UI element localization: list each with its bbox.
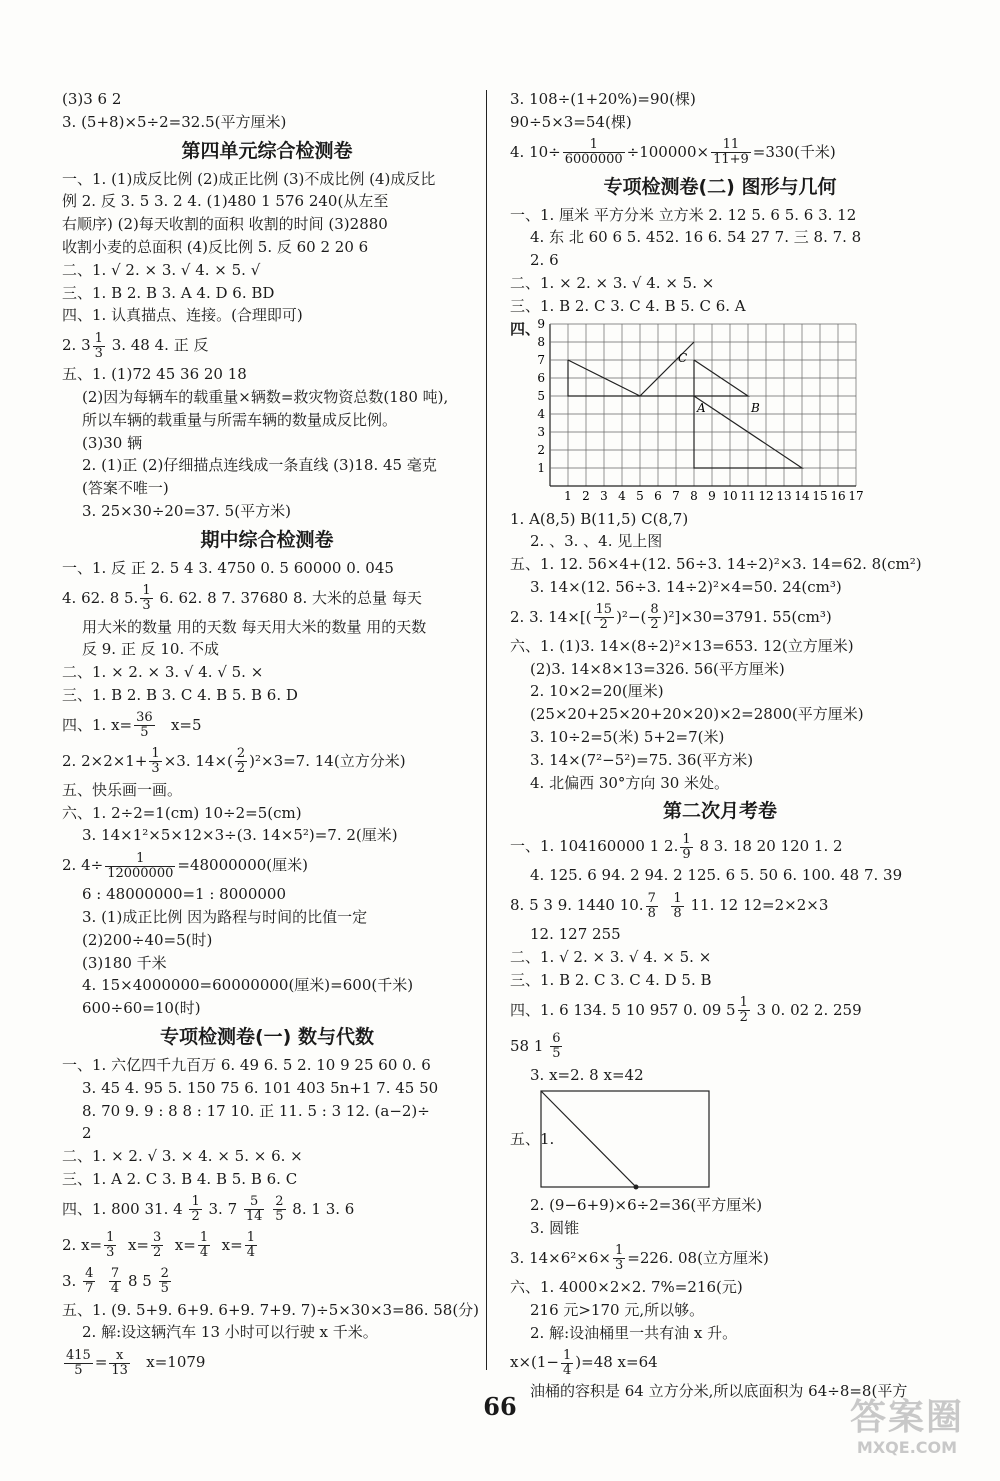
- answer-line: [510, 828, 930, 864]
- answer-line: 用大米的数量 用的天数 每天用大米的数量 用的天数: [82, 617, 427, 636]
- fraction: [64, 1349, 93, 1378]
- numerator: 2: [160, 1266, 169, 1282]
- answer-line: 2. (1)正 (2)仔细描点连线成一条直线 (3)18. 45 毫克: [82, 456, 437, 475]
- answer-line: [510, 1028, 930, 1064]
- answer-line: [510, 134, 930, 170]
- answer-line: 五、1. 12. 56×4+(12. 56÷3. 14÷2)²×3. 14=62. 8(cm²): [510, 555, 922, 574]
- y-tick-label: 7: [537, 352, 545, 367]
- answer-line: 3. 14×(12. 56÷3. 14÷2)²×4=50. 24(cm³): [530, 577, 842, 596]
- numerator: 6: [552, 1031, 561, 1047]
- fraction: [159, 1267, 171, 1296]
- y-tick-label: 4: [537, 406, 545, 421]
- answer-line: 反 9. 正 反 10. 不成: [82, 640, 220, 659]
- answer-line: [510, 1240, 930, 1276]
- column-divider: [486, 90, 487, 1370]
- answer-text: 四、1. 800 31. 4: [62, 1199, 183, 1218]
- section-title: 期中综合检测卷: [200, 528, 334, 551]
- fraction: [563, 138, 625, 167]
- answer-line: 二、1. × 2. √ 3. × 4. × 5. × 6. ×: [62, 1147, 303, 1166]
- point-label-a: A: [697, 400, 706, 415]
- answer-line: 一、1. 反 正 2. 5 4 3. 4750 0. 5 60000 0. 045: [62, 558, 394, 577]
- answer-line: [62, 580, 472, 616]
- page-number: 66: [483, 1392, 517, 1421]
- fraction: [561, 1349, 573, 1378]
- answer-line: 三、1. A 2. C 3. B 4. B 5. B 6. C: [62, 1169, 298, 1188]
- x-tick-label: 15: [812, 488, 828, 503]
- denominator: 8: [647, 905, 656, 921]
- answer-line: 3. 14×(7²−5²)=75. 36(平方米): [530, 750, 754, 769]
- x-tick-label: 17: [848, 488, 864, 503]
- fraction: [648, 603, 660, 632]
- answer-text: =48000000(厘米): [177, 856, 308, 875]
- fraction: [738, 996, 750, 1025]
- answer-line: 3. (1)成正比例 因为路程与时间的比值一定: [82, 907, 368, 926]
- y-tick-label: 9: [537, 317, 545, 331]
- answer-line: [510, 1344, 930, 1380]
- answer-line: (2)因为每辆车的载重量×辆数=救灾物资总数(180 吨),: [82, 387, 449, 406]
- answer-text: =: [94, 1353, 108, 1372]
- point-label-b: B: [751, 400, 760, 415]
- answer-text: 五、1.: [510, 1130, 555, 1149]
- answer-line: 2. 解:设这辆汽车 13 小时可以行驶 x 千米。: [82, 1323, 378, 1342]
- fraction: [93, 332, 105, 361]
- coordinate-grid-figure: [510, 318, 930, 508]
- answer-line: (答案不唯一): [82, 479, 169, 498]
- denominator: 7: [85, 1281, 94, 1297]
- answer-text: 4. 10÷: [510, 142, 561, 161]
- x-tick-label: 8: [690, 488, 698, 503]
- fraction: [613, 1244, 625, 1273]
- answer-line: 一、1. 厘米 平方分米 立方米 2. 12 5. 6 5. 6 3. 12: [510, 205, 857, 224]
- fraction: [235, 747, 247, 776]
- answer-line: [510, 992, 930, 1028]
- watermark-text: 答案圈: [849, 1397, 964, 1438]
- x-tick-label: 5: [636, 488, 644, 503]
- grid-shapes: [568, 342, 802, 468]
- answer-text: x=5: [170, 715, 202, 734]
- x-tick-label: 11: [740, 488, 756, 503]
- answer-line: 8. 70 9. 9 : 8 8 : 17 10. 正 11. 5 : 3 12. (a−2)÷: [82, 1101, 430, 1120]
- answer-line: 2: [82, 1124, 92, 1143]
- x-tick-label: 13: [776, 488, 792, 503]
- x-tick-label: 9: [708, 488, 716, 503]
- numerator: 1: [94, 330, 103, 346]
- answer-line: 4. 15×4000000=60000000(厘米)=600(千米): [82, 976, 414, 995]
- x-tick-label: 16: [830, 488, 846, 503]
- denominator: 2: [236, 761, 246, 777]
- answer-line: 3. x=2. 8 x=42: [530, 1065, 644, 1084]
- numerator: 1: [106, 1230, 115, 1246]
- fraction: [140, 584, 152, 613]
- answer-text: 6. 62. 8 7. 37680 8. 大米的总量 每天: [159, 588, 422, 607]
- answer-line: 三、1. B 2. C 3. C 4. B 5. C 6. A: [510, 296, 746, 315]
- answer-line: 216 元>170 元,所以够。: [530, 1300, 705, 1319]
- answer-line: 3. 108÷(1+20%)=90(棵): [510, 90, 696, 108]
- y-tick-label: 1: [537, 460, 545, 475]
- answer-line: [62, 1191, 472, 1227]
- numerator: x: [109, 1349, 130, 1364]
- answer-line: 五、1. (1)72 45 36 20 18: [62, 365, 247, 384]
- answer-line: 3. 圆锥: [530, 1219, 580, 1238]
- x-tick-label: 12: [758, 488, 774, 503]
- denominator: 2: [191, 1209, 200, 1225]
- answer-text: x=1079: [146, 1353, 206, 1372]
- answer-line: [62, 327, 472, 363]
- answer-line: 2. (9−6+9)×6÷2=36(平方厘米): [530, 1196, 763, 1215]
- numerator: 36: [136, 710, 153, 726]
- x-tick-label: 3: [600, 488, 608, 503]
- answer-text: )=48 x=64: [575, 1353, 658, 1372]
- answer-line: 五、1. (9. 5+9. 6+9. 6+9. 7+9. 7)÷5×30×3=86. 58(分): [62, 1300, 480, 1319]
- fraction: [244, 1195, 265, 1224]
- denominator: 5: [160, 1281, 169, 1297]
- answer-line: 右顺序) (2)每天收割的面积 收割的时间 (3)2880: [62, 215, 388, 234]
- answer-line: 例 2. 反 3. 5 3. 2 4. (1)480 1 576 240(从左至: [62, 192, 389, 211]
- numerator: 7: [647, 890, 656, 906]
- denominator: 2: [650, 617, 659, 633]
- answer-text: x=: [221, 1235, 243, 1254]
- answer-line: [510, 887, 930, 923]
- answer-line: [62, 743, 472, 779]
- answer-text: 2. 2×2×1+: [62, 751, 148, 770]
- numerator: 1: [142, 583, 151, 599]
- coordinate-grid: [530, 318, 890, 508]
- answer-text: ×3. 14×(: [163, 751, 233, 770]
- numerator: 1: [682, 831, 691, 847]
- answer-text: 一、1. 104160000 1 2.: [510, 837, 679, 856]
- rectangle-diagram: [540, 1090, 720, 1190]
- answer-line: 3. 10÷2=5(米) 5+2=7(米): [530, 727, 725, 746]
- numerator: 7: [110, 1266, 120, 1282]
- answer-line: [62, 1263, 472, 1299]
- denominator: 8: [673, 905, 682, 921]
- answer-text: 8. 5 3 9. 1440 10.: [510, 896, 644, 915]
- denominator: 4: [199, 1245, 209, 1261]
- x-tick-label: 6: [654, 488, 662, 503]
- point-label-c: C: [678, 350, 688, 365]
- answer-line: 五、快乐画一画。: [62, 780, 183, 799]
- answer-line: 3. (5+8)×5÷2=32.5(平方厘米): [62, 112, 287, 131]
- answer-line: 6 : 48000000=1 : 8000000: [82, 885, 286, 904]
- answer-line: 1. A(8,5) B(11,5) C(8,7): [510, 509, 689, 528]
- fraction: [189, 1195, 201, 1224]
- denominator: 2: [152, 1245, 162, 1261]
- numerator: 1: [191, 1194, 200, 1210]
- denominator: 3: [94, 345, 103, 361]
- answer-line: 2. 6: [530, 251, 559, 270]
- denominator: 4: [246, 1245, 255, 1261]
- denominator: 2: [599, 617, 608, 633]
- section-title: 专项检测卷(二) 图形与几何: [603, 175, 837, 198]
- answer-text: )²×3=7. 14(立方分米): [249, 751, 406, 770]
- denominator: 3: [614, 1258, 624, 1274]
- numerator: 1: [563, 1347, 572, 1363]
- x-tick-label: 7: [672, 488, 680, 503]
- fraction: [104, 1231, 116, 1260]
- answer-line: [510, 599, 930, 635]
- answer-text: 2. 4÷: [62, 856, 104, 875]
- answer-text: =330(千米): [752, 142, 836, 161]
- answer-line: 三、1. B 2. B 3. C 4. B 5. B 6. D: [62, 685, 298, 704]
- answer-text: 四、1. x=: [62, 715, 133, 734]
- fraction: [109, 1349, 130, 1378]
- answer-text: 8 5: [127, 1271, 152, 1290]
- fraction: [149, 747, 161, 776]
- answer-text: 四、1. 6 134. 5 10 957 0. 09 5: [510, 1000, 736, 1019]
- denominator: 11+9: [713, 152, 749, 168]
- answer-line: (3)180 千米: [82, 953, 167, 972]
- answer-text: 3. 48 4. 正 反: [111, 336, 209, 355]
- answer-line: 4. 北偏西 30°方向 30 米处。: [530, 773, 730, 792]
- numerator: 2: [236, 746, 246, 762]
- answer-line: 所以车辆的载重量与所需车辆的数量成反比例。: [82, 410, 398, 429]
- numerator: 1: [105, 852, 175, 867]
- answer-line: 二、1. √ 2. × 3. √ 4. × 5. √: [62, 260, 261, 279]
- fraction: [594, 603, 615, 632]
- numerator: 2: [275, 1194, 284, 1210]
- answer-line: (2)3. 14×8×13=326. 56(平方厘米): [530, 659, 785, 678]
- fraction: [105, 852, 175, 881]
- answer-line: 油桶的容积是 64 立方分米,所以底面积为 64÷8=8(平方: [530, 1382, 908, 1401]
- answer-text: 2. x=: [62, 1235, 103, 1254]
- section-title: 第二次月考卷: [662, 800, 777, 823]
- denominator: 4: [110, 1281, 120, 1297]
- answer-line: 三、1. B 2. C 3. C 4. D 5. B: [510, 970, 712, 989]
- answer-text: 11. 12 12=2×2×3: [690, 896, 829, 915]
- answer-line: 4. 125. 6 94. 2 94. 2 125. 6 5. 50 6. 100. 48 7. 39: [530, 866, 903, 885]
- rectangle: [541, 1091, 709, 1187]
- answer-text: =226. 08(立方厘米): [627, 1248, 769, 1267]
- answer-line: 12. 127 255: [530, 925, 621, 944]
- answer-text: 3. 7: [208, 1199, 238, 1218]
- answer-line: 四、1. 认真描点、连接。(合理即可): [62, 306, 303, 325]
- numerator: 4: [85, 1266, 94, 1282]
- numerator: 3: [152, 1230, 162, 1246]
- answer-text: x×(1−: [510, 1353, 559, 1372]
- answer-text: 2. 3: [62, 336, 91, 355]
- numerator: 1: [199, 1230, 209, 1246]
- answer-line: 90÷5×3=54(棵): [510, 112, 632, 131]
- numerator: 1: [246, 1230, 255, 1246]
- watermark-url: MXQE.COM: [856, 1438, 958, 1457]
- answer-line: (3)30 辆: [82, 433, 143, 452]
- y-tick-label: 8: [537, 334, 545, 349]
- answer-line: 一、1. 六亿四千九百万 6. 49 6. 5 2. 10 9 25 60 0. 6: [62, 1055, 431, 1074]
- answer-text: x=: [127, 1235, 149, 1254]
- answer-line: [62, 707, 472, 743]
- answer-line: 3. 14×1²×5×12×3÷(3. 14×5²)=7. 2(厘米): [82, 826, 398, 845]
- answer-line: 2. 、3. 、4. 见上图: [530, 532, 663, 551]
- diagonal-line: [541, 1091, 636, 1187]
- numerator: 1: [614, 1243, 624, 1259]
- answer-line: 4. 东 北 60 6 5. 452. 16 6. 54 27 7. 三 8. 7. 8: [530, 228, 862, 247]
- x-tick-label: 2: [582, 488, 590, 503]
- denominator: 3: [106, 1245, 115, 1261]
- x-tick-label: 4: [618, 488, 626, 503]
- answer-line: 2. 10×2=20(厘米): [530, 682, 664, 701]
- site-watermark-logo: [832, 1398, 982, 1466]
- answer-text: 4. 62. 8 5.: [62, 588, 139, 607]
- answer-text: ÷100000×: [626, 142, 710, 161]
- answer-line: (2)200÷40=5(时): [82, 930, 213, 949]
- answer-text: )²]×30=3791. 55(cm³): [662, 607, 832, 626]
- denominator: 3: [151, 761, 160, 777]
- fraction: [671, 892, 683, 921]
- denominator: 5: [140, 725, 149, 741]
- answer-line: 3. 25×30÷20=37. 5(平方米): [82, 501, 291, 520]
- x-tick-label: 14: [794, 488, 810, 503]
- denominator: 2: [739, 1010, 748, 1026]
- denominator: 14: [245, 1209, 263, 1225]
- answer-line: 六、1. (1)3. 14×(8÷2)²×13=653. 12(立方厘米): [510, 636, 854, 655]
- fraction: [550, 1032, 562, 1061]
- fraction: [245, 1231, 257, 1260]
- answer-text: 8. 1 3. 6: [292, 1199, 355, 1218]
- numerator: 1: [563, 138, 625, 153]
- rectangle-figure: [510, 1090, 930, 1190]
- answer-line: [62, 1344, 472, 1380]
- fraction: [273, 1195, 285, 1224]
- denominator: 9: [682, 846, 691, 862]
- numerator: 1: [151, 746, 160, 762]
- answer-line: 三、1. B 2. B 3. A 4. D 6. BD: [62, 283, 275, 302]
- section-title: 第四单元综合检测卷: [181, 139, 353, 162]
- x-tick-label: 10: [722, 488, 738, 503]
- numerator: 1: [673, 890, 682, 906]
- denominator: 13: [111, 1362, 128, 1378]
- fraction: [646, 892, 658, 921]
- x-tick-label: 1: [564, 488, 572, 503]
- section-title: 专项检测卷(一) 数与代数: [160, 1025, 374, 1048]
- fraction: [83, 1267, 95, 1296]
- y-tick-label: 3: [537, 424, 545, 439]
- answer-line: 收割小麦的总面积 (4)反比例 5. 反 60 2 20 6: [62, 237, 369, 256]
- answer-text: x=: [174, 1235, 196, 1254]
- answer-line: 六、1. 2÷2=1(cm) 10÷2=5(cm): [62, 803, 302, 822]
- denominator: 6000000: [564, 152, 623, 168]
- fraction: [151, 1231, 163, 1260]
- right-column: [510, 88, 930, 1403]
- answer-line: 600÷60=10(时): [82, 999, 201, 1018]
- point: [634, 1185, 639, 1190]
- answer-line: [62, 1227, 472, 1263]
- answer-line: 3. 45 4. 95 5. 150 75 6. 101 403 5n+1 7. 45 50: [82, 1078, 439, 1097]
- answer-text: 2. 3. 14×[(: [510, 607, 592, 626]
- numerator: 1: [739, 995, 748, 1011]
- denominator: 3: [142, 598, 151, 614]
- answer-text: )²−(: [616, 607, 647, 626]
- answer-line: (25×20+25×20+20×20)×2=2800(平方厘米): [530, 705, 864, 724]
- answer-line: 二、1. × 2. × 3. √ 4. × 5. ×: [510, 273, 715, 292]
- denominator: 12000000: [107, 865, 174, 881]
- fraction: [134, 711, 155, 740]
- y-tick-label: 6: [537, 370, 545, 385]
- numerator: 8: [650, 602, 659, 618]
- answer-text: 3. 14×6²×6×: [510, 1248, 611, 1267]
- numerator: 415: [66, 1347, 91, 1363]
- denominator: 5: [275, 1209, 284, 1225]
- answer-text: 3 0. 02 2. 259: [756, 1000, 862, 1019]
- y-tick-label: 2: [537, 442, 545, 457]
- answer-line: 六、1. 4000×2×2. 7%=216(元): [510, 1277, 743, 1296]
- denominator: 5: [74, 1362, 83, 1378]
- answer-line: [62, 847, 472, 883]
- answer-text: 四、: [510, 319, 541, 338]
- answer-line: 二、1. × 2. × 3. √ 4. √ 5. ×: [62, 663, 264, 682]
- y-tick-label: 5: [537, 388, 545, 403]
- numerator: 5: [244, 1195, 265, 1210]
- answer-line: 二、1. √ 2. × 3. √ 4. × 5. ×: [510, 947, 712, 966]
- denominator: 5: [552, 1046, 561, 1062]
- numerator: 11: [711, 138, 751, 153]
- left-column: [62, 88, 480, 1380]
- denominator: 4: [563, 1362, 572, 1378]
- answer-text: 58 1: [510, 1036, 544, 1055]
- answer-text: 3.: [62, 1271, 77, 1290]
- answer-line: 一、1. (1)成反比例 (2)成正比例 (3)不成比例 (4)成反比: [62, 169, 436, 188]
- fraction: [198, 1231, 210, 1260]
- fraction: [680, 833, 692, 862]
- fraction: [711, 138, 751, 167]
- answer-line: 2. 解:设油桶里一共有油 x 升。: [530, 1323, 738, 1342]
- numerator: 15: [595, 602, 613, 618]
- fraction: [109, 1267, 121, 1296]
- answer-line: (3)3 6 2: [62, 90, 122, 108]
- answer-text: 8 3. 18 20 120 1. 2: [699, 837, 843, 856]
